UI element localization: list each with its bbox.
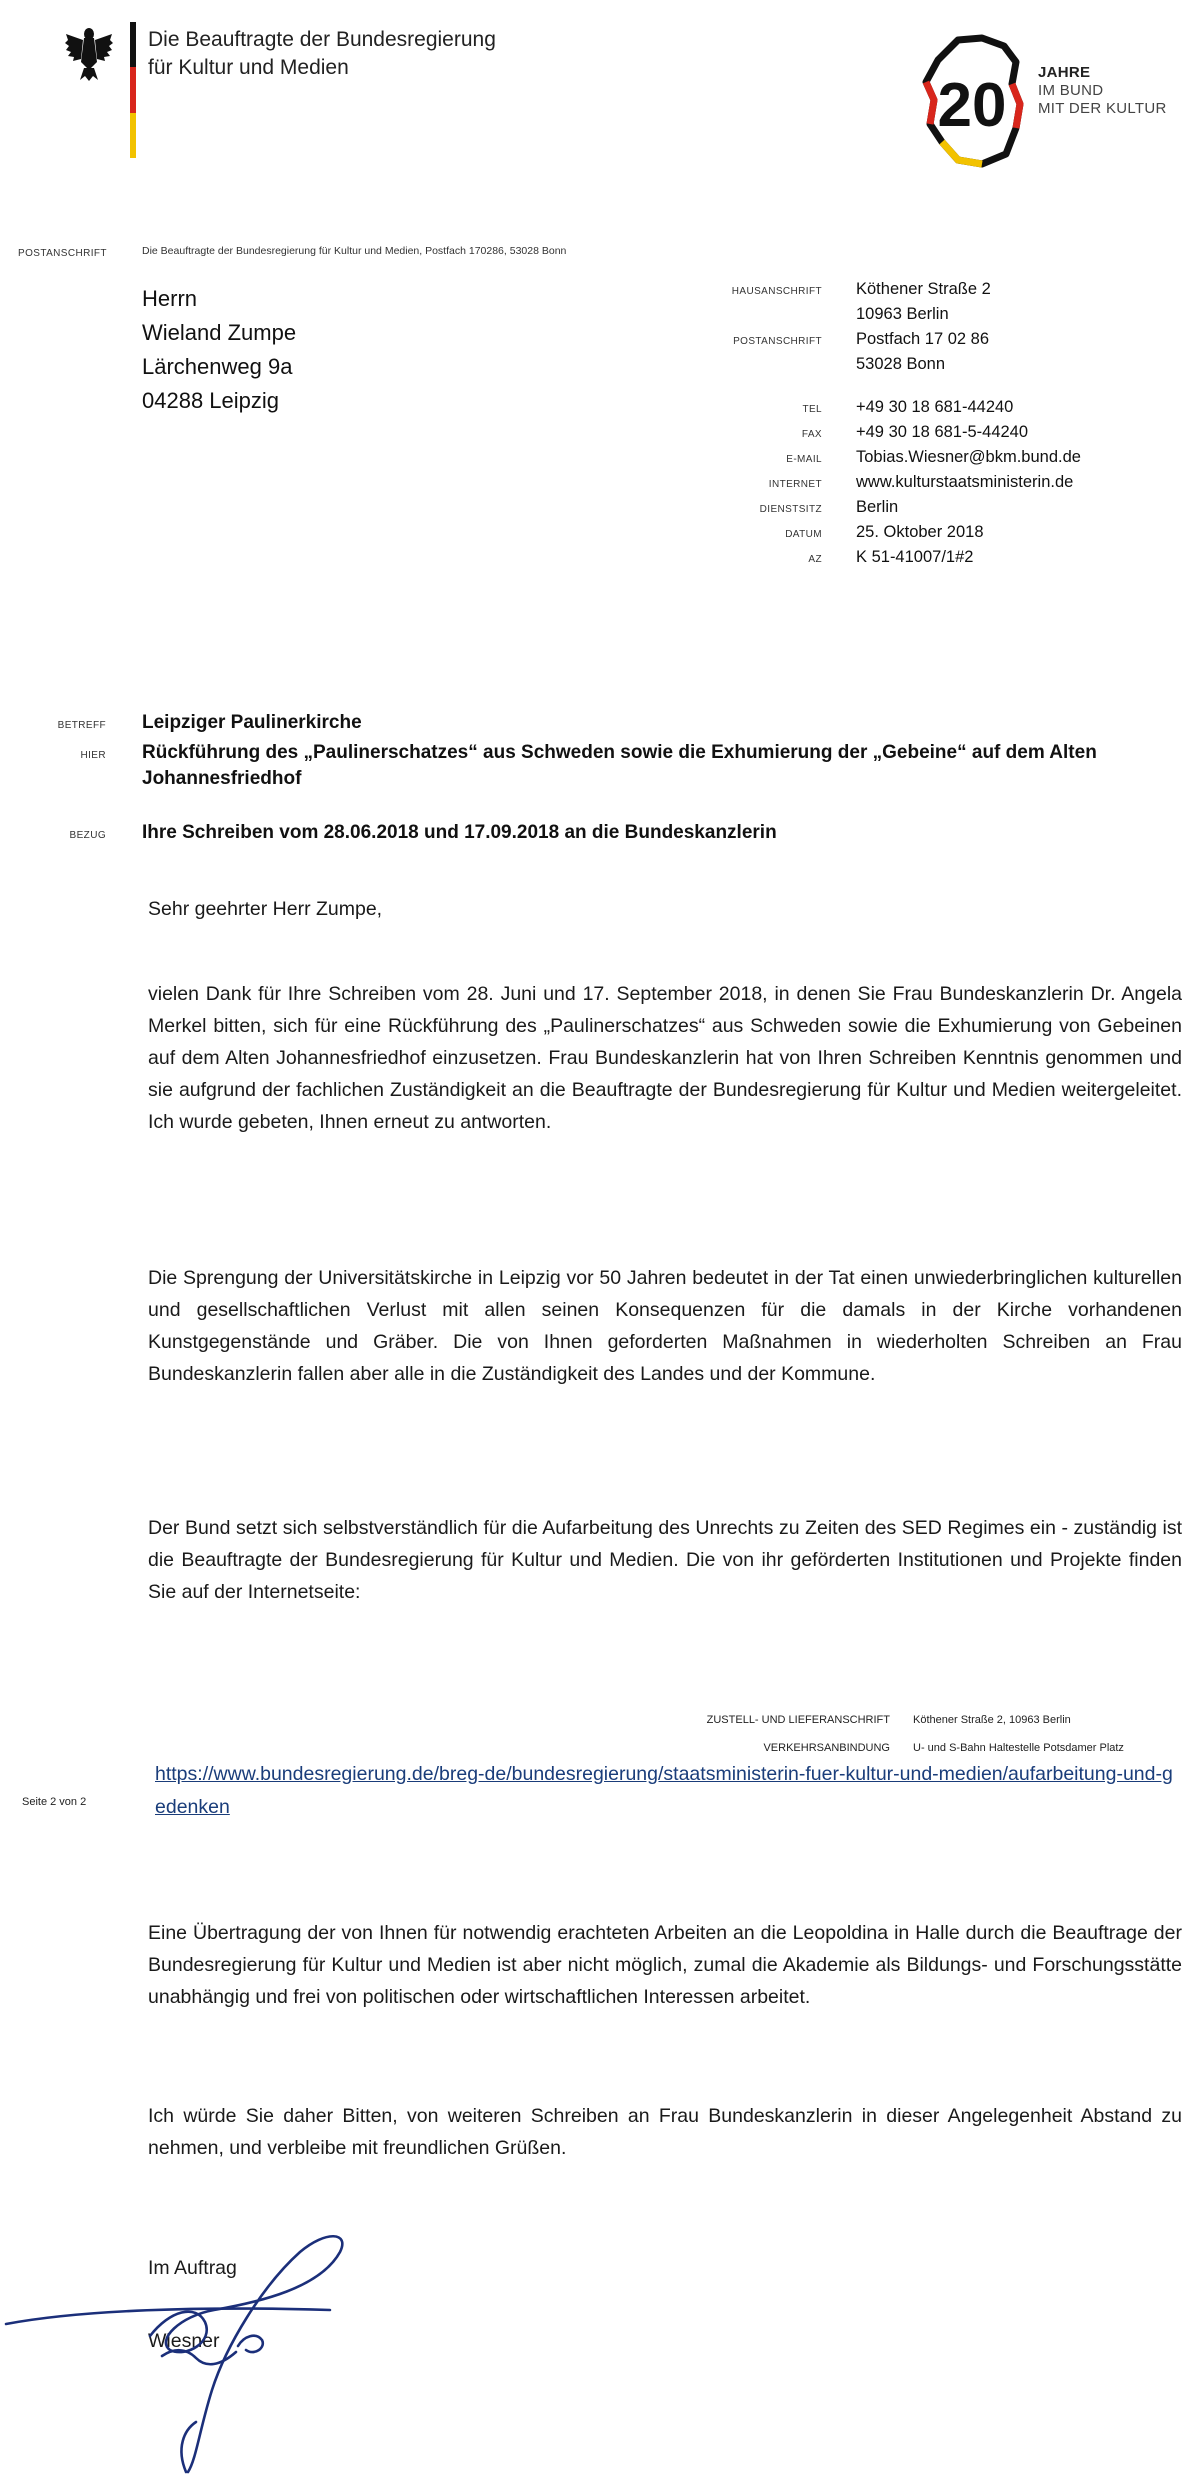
reference-number: K 51-41007/1#2 [856,548,974,566]
date-value: 25. Oktober 2018 [856,523,984,541]
authority-line-2: für Kultur und Medien [148,56,349,79]
info-label: HAUSANSCHRIFT [731,286,822,297]
sender-line: Die Beauftragte der Bundesregierung für Kultur und Medien, Postfach 170286, 53028 Bonn [142,245,567,257]
jubilee-number: 20 [937,71,1007,140]
info-row [600,473,1170,498]
signatory-name: Wiesner [148,2330,220,2352]
subject-reference: Ihre Schreiben vom 28.06.2018 und 17.09.2018 an die Bundeskanzlerin [142,822,777,843]
federal-eagle-icon [64,24,114,82]
info-spacer [600,380,1170,398]
info-label: FAX [801,429,822,440]
info-row [600,523,1170,548]
salutation: Sehr geehrter Herr Zumpe, [148,898,383,920]
info-label: DIENSTSITZ [759,504,822,515]
footer-label-transport: VERKEHRSANBINDUNG [763,1742,890,1754]
jubilee-text [1038,64,1167,118]
jubilee-line-3: MIT DER KULTUR [1038,100,1167,117]
info-label: POSTANSCHRIFT [733,336,822,347]
handwritten-signature [0,2160,360,2480]
contact-info-block [600,280,1170,573]
flag-bar [130,22,136,158]
info-row [600,498,1170,523]
body-paragraph-2: Die Sprengung der Universitätskirche in Leipzig vor 50 Jahren bedeutet in der Tat einen unwiederbringlichen kulturellen und gesellschaftlichen Verlust mit allen seinen Konsequenzen für die damals in der Kirche vorhandenen Kunstgegenstände und Gräber. Die von Ihnen geforderten Maßnahmen in wiederholten Schreiben an Frau Bundeskanzlerin fallen aber alle in die Zuständigkeit des Landes und der Kommune. [148,1267,1182,1385]
info-value: Köthener Straße 2 [856,280,991,298]
website-value: www.kulturstaatsministerin.de [856,473,1074,491]
recipient-line-2: Wieland Zumpe [142,320,297,345]
info-label: TEL [802,404,822,415]
footer-label-delivery: ZUSTELL- UND LIEFERANSCHRIFT [706,1714,890,1726]
info-value: 53028 Bonn [856,355,946,373]
info-row [600,330,1170,355]
hier-label: HIER [80,750,106,761]
info-row [600,305,1170,330]
info-row [600,448,1170,473]
info-label: AZ [808,554,822,565]
info-label: E-MAIL [786,454,822,465]
recipient-address [142,282,296,418]
jubilee-line-2: IM BUND [1038,82,1104,99]
recipient-line-4: 04288 Leipzig [142,388,280,413]
info-row [600,280,1170,305]
jubilee-line-1: JAHRE [1038,64,1091,81]
info-value: 10963 Berlin [856,305,949,323]
sender-label: POSTANSCHRIFT [18,248,107,259]
email-value: Tobias.Wiesner@bkm.bund.de [856,448,1081,466]
authority-name [148,26,496,82]
body-paragraph-5: Ich würde Sie daher Bitten, von weiteren Schreiben an Frau Bundeskanzlerin in dieser Angelegenheit Abstand zu nehmen, und verbleibe mit freundlichen Grüßen. [148,2105,1182,2159]
info-row [600,423,1170,448]
recipient-line-3: Lärchenweg 9a [142,354,293,379]
info-value: +49 30 18 681-5-44240 [856,423,1029,441]
footer-value-delivery: Köthener Straße 2, 10963 Berlin [913,1714,1071,1726]
bezug-label: BEZUG [69,830,106,841]
info-label: INTERNET [768,479,822,490]
recipient-line-1: Herrn [142,286,198,311]
info-row [600,398,1170,423]
body-paragraph-1: vielen Dank für Ihre Schreiben vom 28. Juni und 17. September 2018, in denen Sie Frau Bundeskanzlerin Dr. Angela Merkel bitten, sich für eine Rückführung des „Paulinerschatzes“ aus Schweden sowie die Exhumierung von Gebeinen auf dem Alten Johannesfriedhof einzusetzen. Frau Bundeskanzlerin hat von Ihren Schreiben Kenntnis genommen und sie aufgrund der fachlichen Zuständigkeit an die Beauftragte der Bundesregierung für Kultur und Medien weitergeleitet. Ich wurde gebeten, Ihnen erneut zu antworten. [148,983,1182,1133]
info-value: Postfach 17 02 86 [856,330,990,348]
subject-title: Leipziger Paulinerkirche [142,712,362,733]
body-paragraph-3: Der Bund setzt sich selbstverständlich für die Aufarbeitung des Unrechts zu Zeiten des SED Regimes ein - zuständig ist die Beauftragte der Bundesregierung für Kultur und Medien. Die von ihr geförderten Institutionen und Projekte finden Sie auf der Internetseite: [148,1517,1182,1603]
government-link[interactable]: https://www.bundesregierung.de/breg-de/bundesregierung/staatsministerin-fuer-kultur-und-medien/aufarbeitung-und-gedenken [155,1763,1173,1818]
info-value: Berlin [856,498,899,516]
body-paragraph-4: Eine Übertragung der von Ihnen für notwendig erachteten Arbeiten an die Leopoldina in Halle durch die Beauftrage der Bundesregierung für Kultur und Medien ist aber nicht möglich, zumal die Akademie als Bildungs- und Forschungsstätte unabhängig und frei von politischen oder wirtschaftlichen Interessen arbeitet. [148,1922,1182,2008]
page-number: Seite 2 von 2 [22,1796,87,1808]
info-row [600,548,1170,573]
info-label: DATUM [785,529,822,540]
info-value: +49 30 18 681-44240 [856,398,1014,416]
footer-value-transport: U- und S-Bahn Haltestelle Potsdamer Platz [913,1742,1124,1754]
closing-phrase: Im Auftrag [148,2257,237,2279]
info-row [600,355,1170,380]
authority-line-1: Die Beauftragte der Bundesregierung [148,28,496,51]
betreff-label: BETREFF [57,720,106,731]
subject-detail: Rückführung des „Paulinerschatzes“ aus Schweden sowie die Exhumierung der „Gebeine“ auf dem Alten Johannesfriedhof [142,742,1097,789]
